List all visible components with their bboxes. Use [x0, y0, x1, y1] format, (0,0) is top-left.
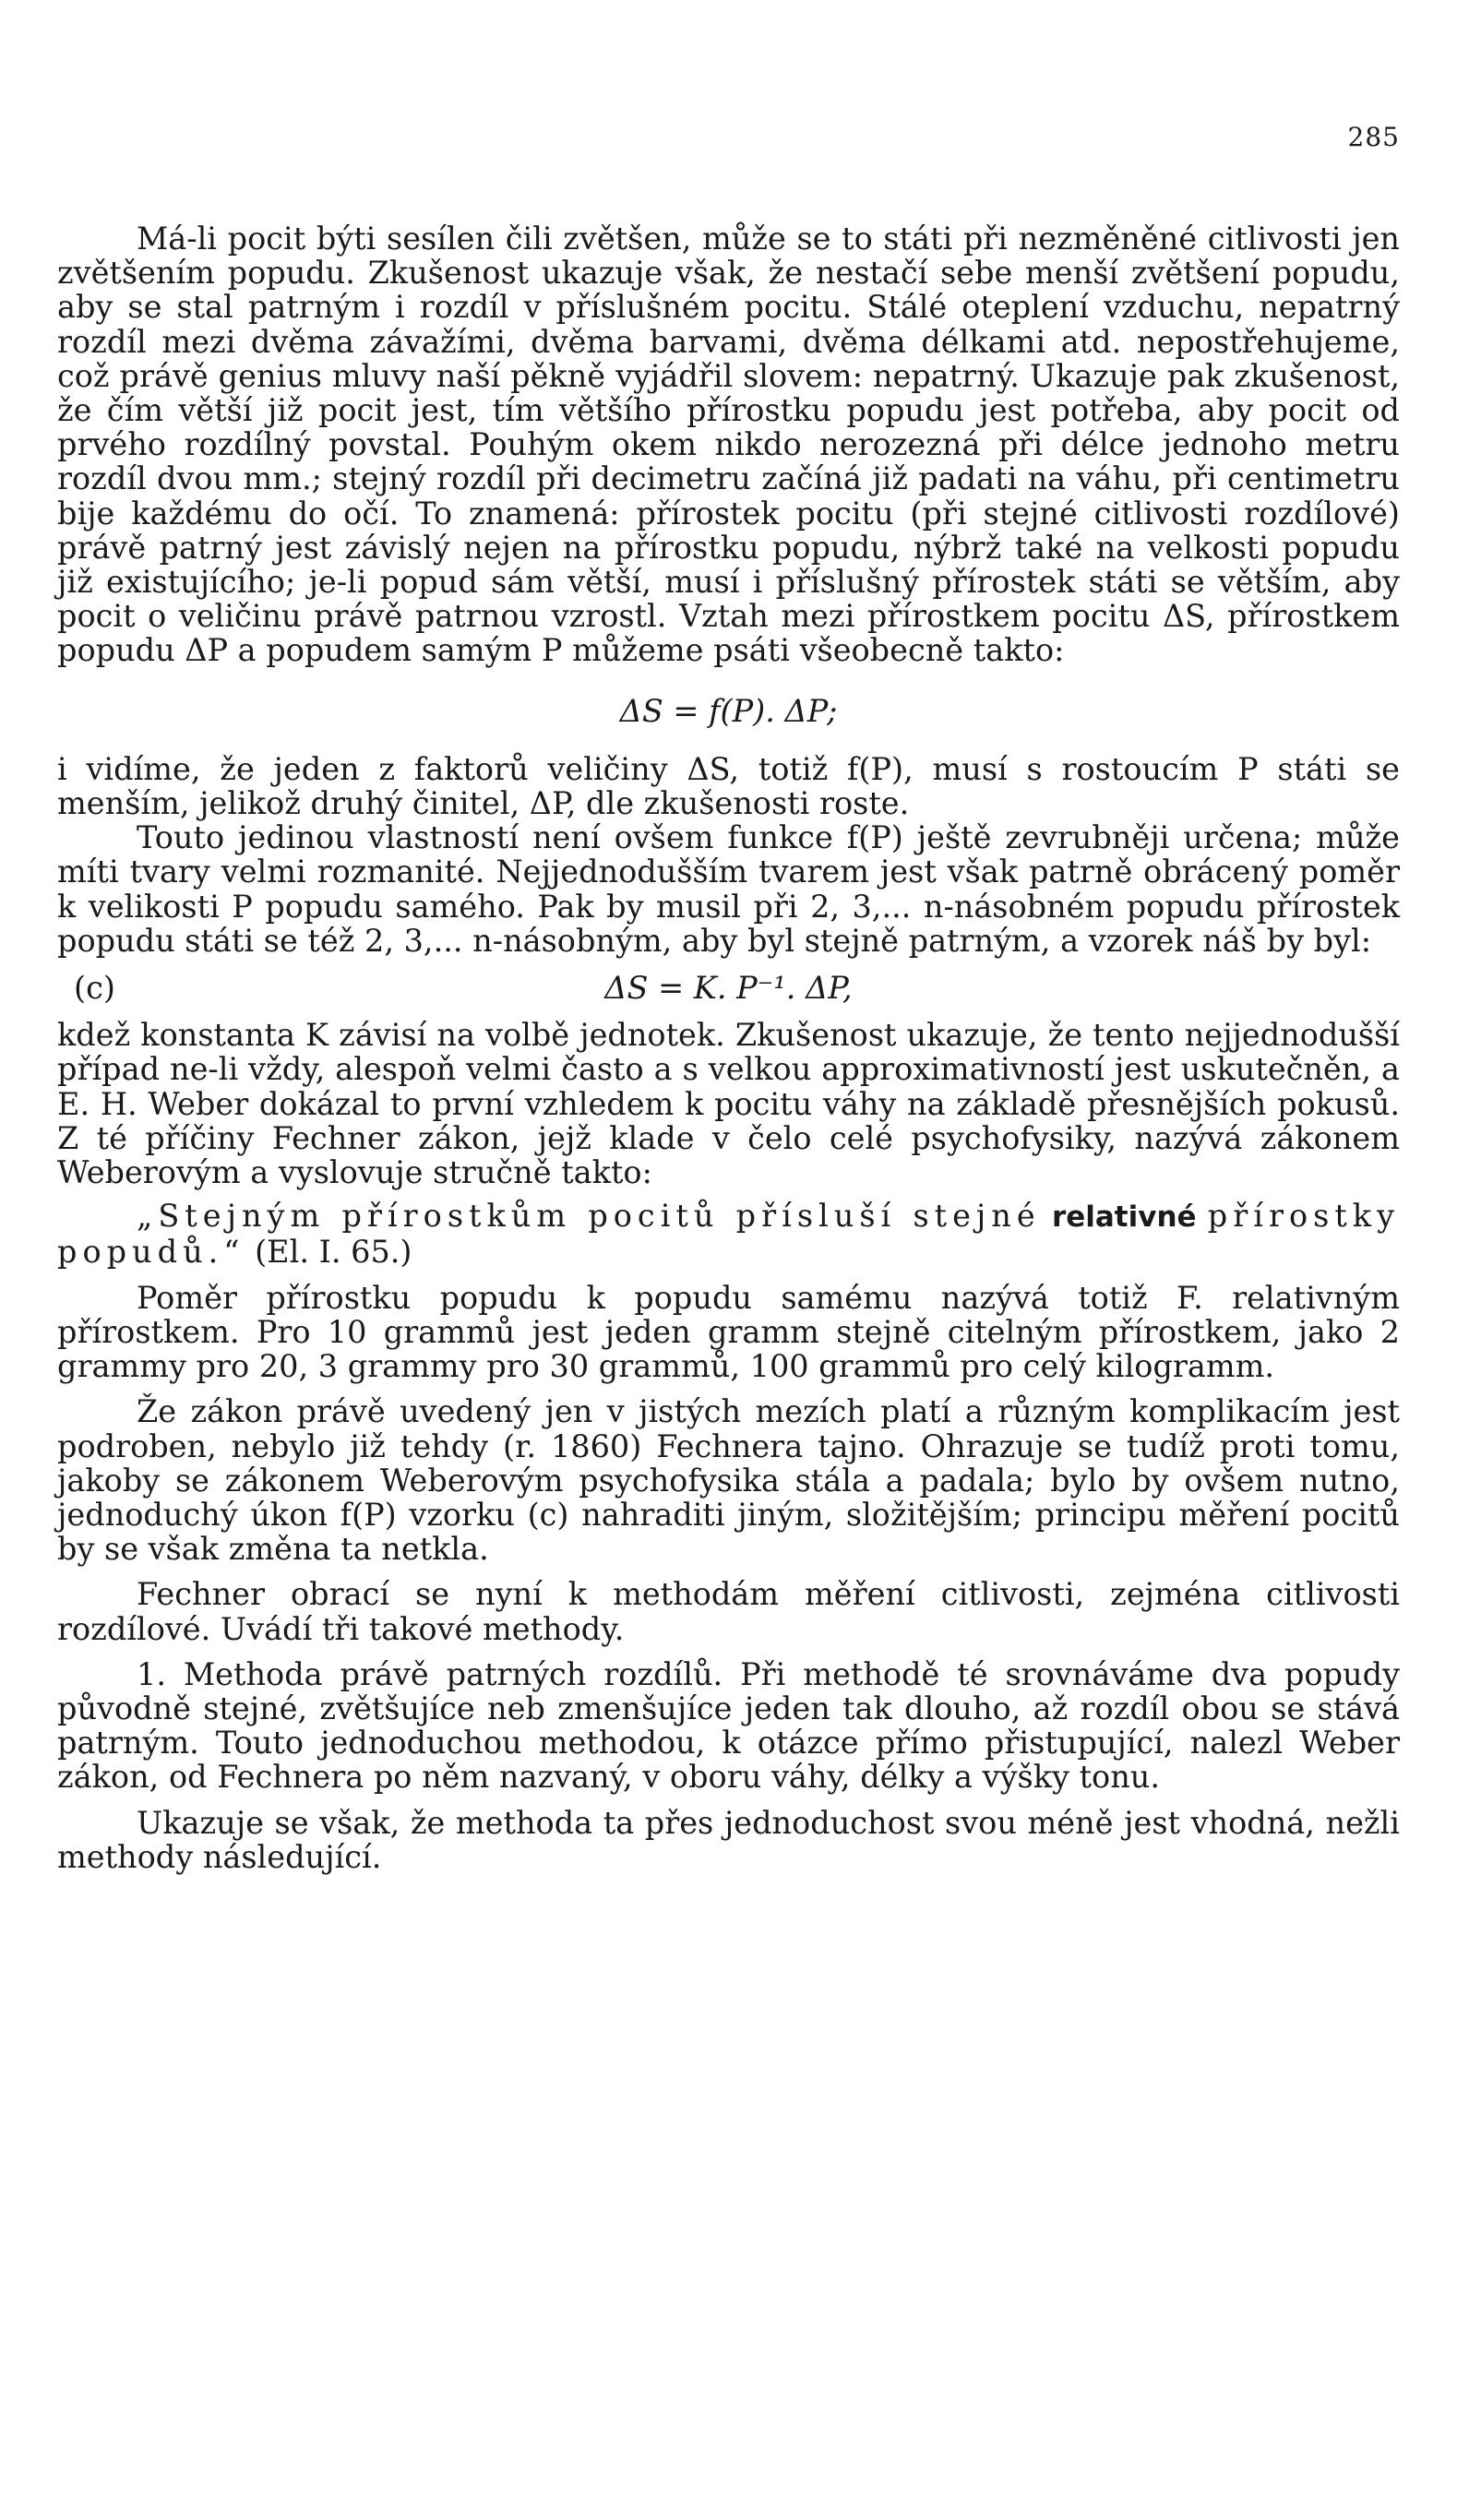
paragraph-8: 1. Methoda právě patrných rozdílů. Při methodě té srovnáváme dva popudy původně stejné, zvětšujíce neb zmenšujíce jeden tak dlouho, až rozdíl obou se stává patrným. Touto jednoduchou methodou, k otázce přímo přistupující, nalezl Weber zákon, od Fechnera po něm nazvaný, v oboru váhy, délky a výšky tonu.	[57, 1655, 1400, 1796]
paragraph-2: i vidíme, že jeden z faktorů veličiny ΔS, totiž f(P), musí s rostoucím P státi se menším, jelikož druhý činitel, ΔP, dle zkušenosti roste.	[57, 750, 1400, 822]
formula-2-expression: ΔS = K. P⁻¹. ΔP,	[604, 970, 853, 1007]
quote-emphasis: relativné	[1051, 1200, 1197, 1235]
paragraph-7: Fechner obrací se nyní k methodám měření citlivosti, zejména citlivosti rozdílové. Uvádí tři takové methody.	[57, 1576, 1400, 1647]
quote-part-2: přírostky popudů.“	[57, 1198, 1400, 1271]
page-number: 285	[1347, 122, 1400, 152]
paragraph-4: kdež konstanta K závisí na volbě jednotek. Zkušenost ukazuje, že tento nejjednodušší případ ne-li vždy, alespoň velmi často a s velkou approximativností jest uskutečněn, a E. H. Weber dokázal to první vzhledem k pocitu váhy na základě přesnějších pokusů. Z té příčiny Fechner zákon, jejž klade v čelo celé psychofysiky, nazývá zákonem Weberovým a vyslovuje stručně takto:	[57, 1017, 1400, 1191]
paragraph-9: Ukazuje se však, že methoda ta přes jednoduchost svou méně jest vhodná, nežli methody následující.	[57, 1804, 1400, 1875]
paragraph-1: Má-li pocit býti sesílen čili zvětšen, může se to státi při nezměněné citlivosti jen zvětšením popudu. Zkušenost ukazuje však, že nestačí sebe menší zvětšení popudu, aby se stal patrným i rozdíl v příslušném pocitu. Stálé oteplení vzduchu, nepatrný rozdíl mezi dvěma závažími, dvěma barvami, dvěma délkami atd. nepostřehujeme, což právě genius mluvy naší pěkně vyjádřil slovem: nepatrný. Ukazuje pak zkušenost, že čím větší již pocit jest, tím většího přírostku popudu jest potřeba, aby pocit od prvého rozdílný povstal. Pouhým okem nikdo nerozezná při délce jednoho metru rozdíl dvou mm.; stejný rozdíl při decimetru začíná již padati na váhu, při centimetru bije každému do očí. To znamená: přírostek pocitu (při stejné citlivosti rozdílové) právě patrný jest závislý nejen na přírostku popudu, nýbrž také na velkosti popudu již existujícího; je-li popud sám větší, musí i příslušný přírostek státi se větším, aby pocit o veličinu právě patrnou vzrostl. Vztah mezi přírostkem pocitu ΔS, přírostkem popudu ΔP a popudem samým P můžeme psáti všeobecně takto:	[57, 221, 1400, 669]
paragraph-6: Že zákon právě uvedený jen v jistých mezích platí a různým komplikacím jest podroben, nebylo již tehdy (r. 1860) Fechnera tajno. Ohrazuje se tudíž proti tomu, jakoby se zákonem Weberovým psychofysika stála a padala; bylo by ovšem nutno, jednoduchý úkon f(P) vzorku (c) nahraditi jiným, složitějším; principu měření pocitů by se však změna ta netkla.	[57, 1393, 1400, 1568]
weber-law-quote	[57, 1199, 1400, 1269]
formula-2	[57, 971, 1400, 1005]
body-text	[57, 221, 1400, 1874]
formula-1: ΔS = f(P). ΔP;	[619, 692, 838, 729]
paragraph-5: Poměr přírostku popudu k popudu samému nazývá totiž F. relativným přírostkem. Pro 10 grammů jest jeden gramm stejně citelným přírostkem, jako 2 grammy pro 20, 3 grammy pro 30 grammů, 100 grammů pro celý kilogramm.	[57, 1279, 1400, 1385]
paragraph-3: Touto jedinou vlastností není ovšem funkce f(P) ještě zevrubněji určena; může míti tvary velmi rozmanité. Nejjednodušším tvarem jest však patrně obrácený poměr k velikosti P popudu samého. Pak by musil při 2, 3,... n-násobném popudu přírostek popudu státi se též 2, 3,... n-násobným, aby byl stejně patrným, a vzorek náš by byl:	[57, 819, 1400, 959]
formula-2-label: (c)	[74, 970, 115, 1007]
quote-citation: (El. I. 65.)	[255, 1234, 412, 1271]
quote-part-1: „Stejným přírostkům pocitů přísluší stejné	[137, 1198, 1041, 1235]
